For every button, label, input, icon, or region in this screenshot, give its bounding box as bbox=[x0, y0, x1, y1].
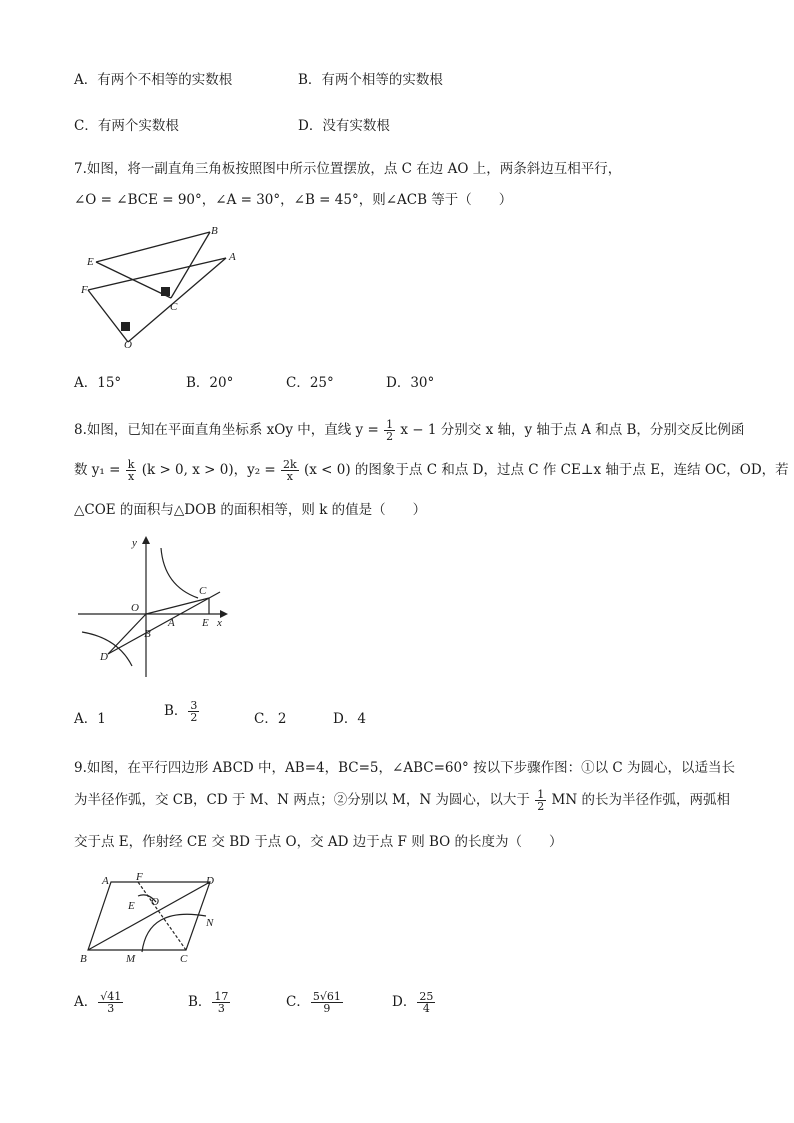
q7-figure bbox=[78, 222, 248, 352]
q8-fraction-k-over-x: $\frac{k}{x}$ bbox=[127, 458, 135, 483]
q9-stem-line2: 为半径作弧，交 CB，CD 于 M、N 两点；②分别以 M，N 为圆心，以大于 $\frac{1}{2}$ MN 的长为半径作弧，两弧相 bbox=[74, 788, 730, 813]
q9-label-m: M bbox=[126, 953, 136, 965]
q9-label-o: O bbox=[151, 896, 159, 908]
q7-stem-line2: ∠O = ∠BCE = 90°，∠A = 30°，∠B = 45°，则∠ACB 等于（ ） bbox=[74, 192, 513, 208]
q8-label-b: B bbox=[144, 628, 151, 640]
q7-label-e: E bbox=[87, 256, 94, 268]
q9-label-f: F bbox=[136, 871, 143, 883]
q8-stem-line3: △COE 的面积与△DOB 的面积相等，则 k 的值是（ ） bbox=[74, 502, 427, 518]
q8-fraction-2k-over-x: $\frac{2k}{x}$ bbox=[283, 458, 297, 483]
q8-fraction-half: $\frac{1}{2}$ bbox=[386, 418, 394, 443]
q6-option-d: D．没有实数根 bbox=[298, 118, 390, 134]
q9-figure bbox=[78, 870, 228, 966]
q8-label-y: y bbox=[132, 537, 137, 549]
q9-option-d: D． $\frac{25}{4}$ bbox=[392, 990, 434, 1015]
q8-stem-line2: 数 y₁ = $\frac{k}{x}$ (k > 0, x > 0)，y₂ = $\frac{2k}{x}$ (x < 0) 的图象于点 C 和点 D，过点 C 作 CE⊥x 轴于点 E，连结 OC，OD，若 bbox=[74, 458, 789, 483]
q7-label-o: O bbox=[124, 339, 132, 351]
q9-label-b: B bbox=[80, 953, 87, 965]
q9-label-d: D bbox=[206, 875, 214, 887]
q7-label-b: B bbox=[211, 225, 218, 237]
q8-option-a: A．1 bbox=[74, 711, 106, 727]
q9-label-a: A bbox=[102, 875, 109, 887]
q9-fraction-half: $\frac{1}{2}$ bbox=[537, 788, 545, 813]
q8-label-c: C bbox=[199, 585, 207, 597]
q8-option-c: C．2 bbox=[254, 711, 287, 727]
q7-label-f: F bbox=[81, 284, 88, 296]
q7-label-c: C bbox=[170, 301, 178, 313]
q8-option-b: B． $\frac{3}{2}$ bbox=[164, 699, 198, 724]
q9-label-c: C bbox=[180, 953, 188, 965]
q8-figure bbox=[78, 536, 228, 678]
q9-option-b: B． $\frac{17}{3}$ bbox=[188, 990, 229, 1015]
q7-right-angle-c bbox=[161, 287, 170, 296]
q7-right-angle-o bbox=[121, 322, 130, 331]
q7-label-a: A bbox=[229, 251, 236, 263]
q8-label-x: x bbox=[217, 617, 222, 629]
q7-option-a: A．15° bbox=[74, 375, 122, 391]
q8-stem-line1: 8.如图，已知在平面直角坐标系 xOy 中，直线 y = $\frac{1}{2}$ x − 1 分别交 x 轴，y 轴于点 A 和点 B，分别交反比例函 bbox=[74, 418, 745, 443]
q9-stem-line3: 交于点 E，作射经 CE 交 BD 于点 O，交 AD 边于点 F 则 BO 的长度为（ ） bbox=[74, 834, 563, 850]
q9-stem-line1: 9.如图，在平行四边形 ABCD 中，AB=4，BC=5，∠ABC=60° 按以下步骤作图：①以 C 为圆心，以适当长 bbox=[74, 760, 736, 776]
q8-option-d: D．4 bbox=[333, 711, 366, 727]
q9-option-a: A． $\frac{√41}{3}$ bbox=[74, 990, 122, 1015]
q9-label-e: E bbox=[128, 900, 135, 912]
q8-label-e: E bbox=[202, 617, 209, 629]
q6-option-b: B．有两个相等的实数根 bbox=[298, 72, 443, 88]
q8-label-o: O bbox=[131, 602, 139, 614]
q7-option-d: D．30° bbox=[386, 375, 435, 391]
q6-option-a: A．有两个不相等的实数根 bbox=[74, 72, 233, 88]
q7-option-c: C．25° bbox=[286, 375, 334, 391]
q6-option-c: C．有两个实数根 bbox=[74, 118, 179, 134]
q9-option-c: C． $\frac{5√61}{9}$ bbox=[286, 990, 341, 1015]
q9-label-n: N bbox=[206, 917, 214, 929]
q8-label-a: A bbox=[168, 617, 175, 629]
q7-stem-line1: 7.如图，将一副直角三角板按照图中所示位置摆放，点 C 在边 AO 上，两条斜边互相平行， bbox=[74, 161, 622, 177]
q7-option-b: B．20° bbox=[186, 375, 234, 391]
q8-label-d: D bbox=[100, 651, 108, 663]
